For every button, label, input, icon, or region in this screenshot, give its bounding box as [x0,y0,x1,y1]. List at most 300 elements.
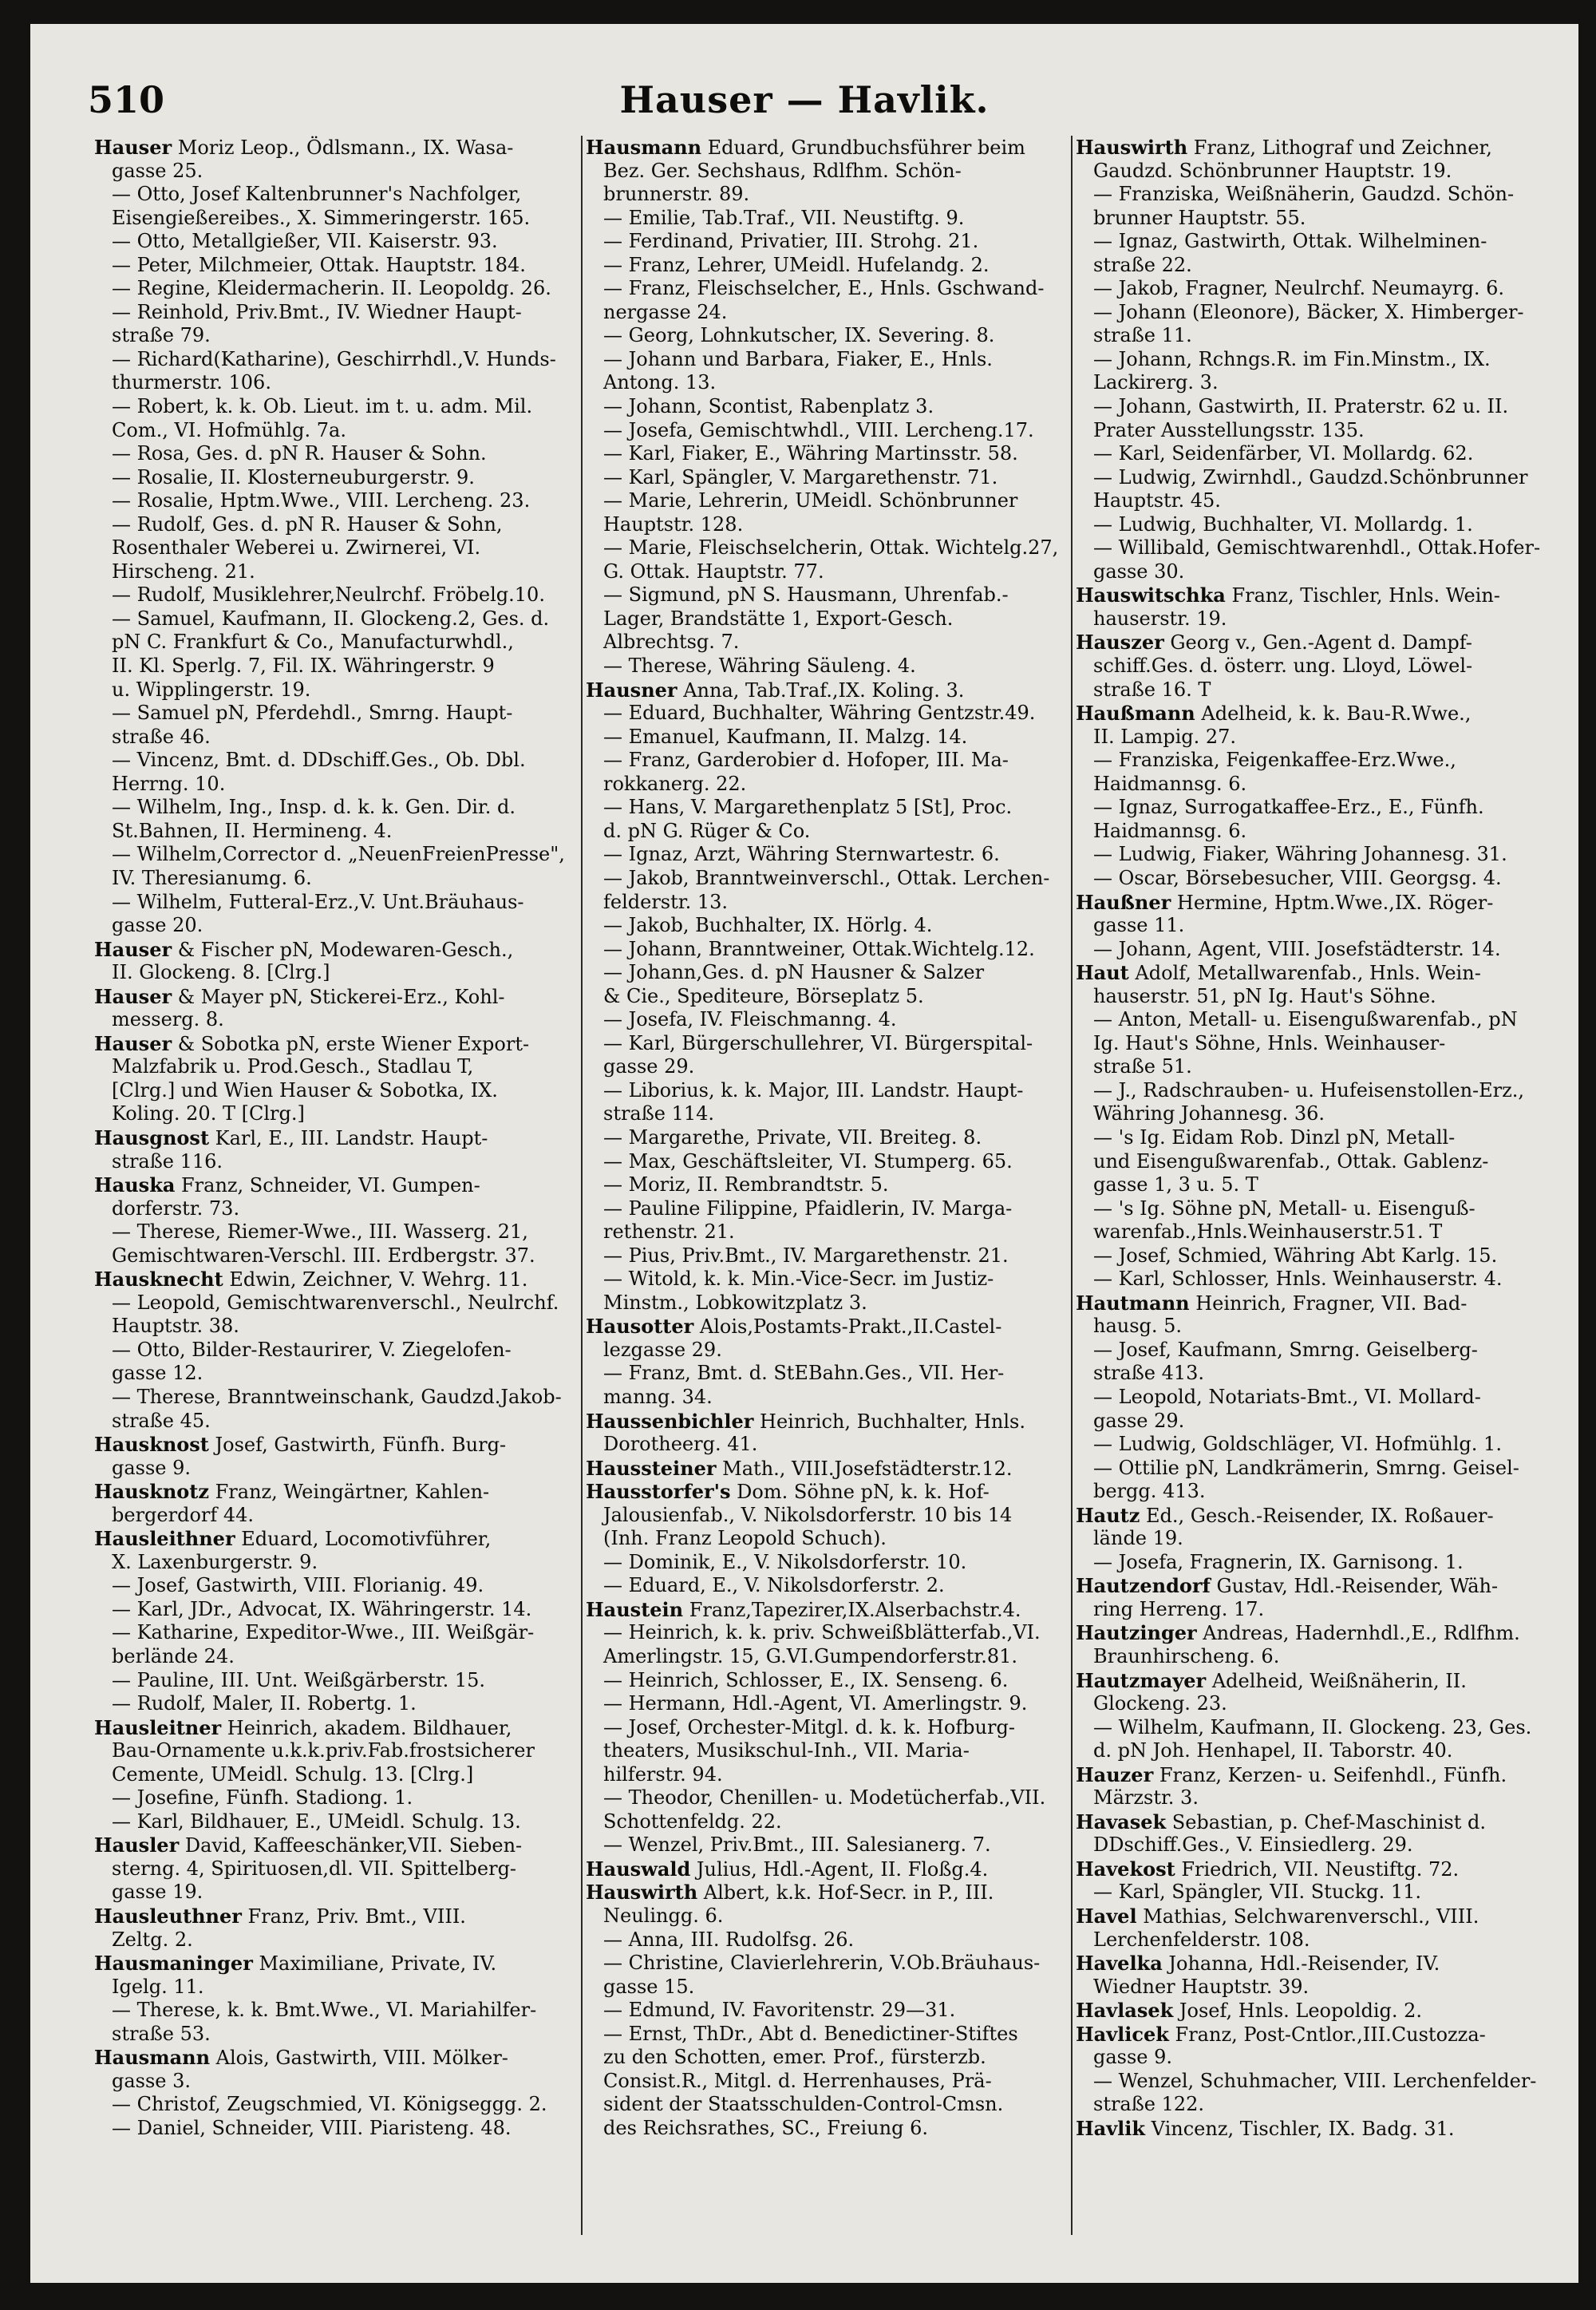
directory-line [94,513,594,537]
directory-line [1076,1716,1564,1740]
directory-line [1076,1268,1564,1291]
directory-line [1076,1102,1564,1126]
directory-line [586,820,1085,844]
entry-surname: Hausgnost [94,1125,210,1149]
entry-text: — Johann, Rchngs.R. im Fin.Minstm., IX. [1093,347,1491,370]
column-2 [586,136,1085,2140]
entry-text: Adelheid, Weißnäherin, II. [1206,1669,1467,1692]
directory-line [586,1315,1085,1339]
entry-surname: Hautzinger [1076,1621,1197,1645]
directory-line [586,867,1085,891]
entry-text: — 's Ig. Söhne pN, Metall- u. Eisenguß- [1093,1197,1476,1220]
directory-line [586,2070,1085,2094]
entry-text: Karl, E., III. Landstr. Haupt- [209,1126,488,1149]
entry-text: — Ludwig, Buchhalter, VI. Mollardg. 1. [1093,512,1473,536]
entry-text: Gemischtwaren-Verschl. III. Erdbergstr. 37. [112,1244,535,1267]
directory-line [94,2023,594,2047]
entry-text: Josef, Hnls. Leopoldig. 2. [1173,1999,1423,2023]
directory-line [1076,301,1564,325]
directory-line [94,536,594,560]
entry-text: gasse 29. [1093,1409,1185,1432]
directory-line [586,560,1085,584]
directory-line [586,1928,1085,1952]
entry-text: — Josefine, Fünfh. Stadiong. 1. [112,1786,413,1810]
directory-line [94,1079,594,1103]
directory-line [1076,536,1564,560]
entry-text: d. pN G. Rüger & Co. [603,819,811,842]
entry-surname: Hausstorfer's [586,1480,731,1504]
entry-text: gasse 29. [603,1055,695,1078]
directory-page [30,24,1578,2283]
directory-line [94,1197,594,1221]
entry-surname: Haut [1076,961,1129,985]
entry-text: straße 51. [1093,1055,1192,1078]
entry-text: Braunhirscheng. 6. [1093,1645,1280,1667]
entry-text: — Emilie, Tab.Traf., VII. Neustiftg. 9. [603,206,965,229]
directory-line [1076,277,1564,301]
entry-text: hilferstr. 94. [603,1762,723,1786]
entry-text: sterng. 4, Spirituosen,dl. VII. Spittelberg- [112,1857,517,1880]
directory-line [94,1881,594,1905]
entry-text: — Rosa, Ges. d. pN R. Hauser & Sohn. [112,442,487,465]
entry-text: straße 413. [1093,1362,1205,1385]
entry-text: — Franz, Bmt. d. StEBahn.Ges., VII. Her- [603,1362,1005,1385]
directory-line [586,324,1085,348]
directory-line [586,1857,1085,1881]
entry-surname: Hausknost [94,1433,209,1457]
directory-line [1076,726,1564,750]
directory-line [586,1574,1085,1598]
entry-text: straße 53. [112,2022,211,2045]
entry-surname: Havelka [1076,1952,1163,1976]
directory-line [94,560,594,584]
directory-line [1076,1079,1564,1103]
directory-line [586,207,1085,231]
entry-text: — Karl, Spängler, V. Margarethenstr. 71. [603,465,998,489]
entry-text: Alois,Postamts-Prakt.,II.Castel- [693,1315,1002,1339]
directory-line [1076,324,1564,348]
entry-text: — Max, Geschäftsleiter, VI. Stumperg. 65. [603,1149,1013,1173]
entry-surname: Hauswirth [1076,136,1188,159]
entry-text: Minstm., Lobkowitzplatz 3. [603,1291,867,1314]
directory-line [1076,1786,1564,1810]
entry-text: Dom. Söhne pN, k. k. Hof- [730,1481,990,1504]
entry-text: — Ignaz, Arzt, Währing Sternwartestr. 6. [603,843,1000,866]
directory-line [1076,1739,1564,1763]
page-header: Hauser — Havlik. [619,78,990,121]
entry-text: thurmerstr. 106. [112,371,271,394]
entry-surname: Hausleuthner [94,1905,242,1928]
directory-line [94,1433,594,1457]
directory-line [1076,1763,1564,1787]
entry-text: — Therese, Branntweinschank, Gaudzd.Jakob- [112,1385,562,1408]
directory-line [94,1976,594,1999]
entry-text: & Cie., Spediteure, Börseplatz 5. [603,984,924,1007]
entry-surname: Hausknecht [94,1268,223,1291]
directory-line [94,1244,594,1268]
directory-line [1076,254,1564,278]
directory-line [94,1339,594,1363]
entry-text: Haidmannsg. 6. [1093,772,1247,795]
directory-line [1076,678,1564,702]
entry-surname: Havekost [1076,1857,1175,1881]
entry-text: Neulingg. 6. [603,1905,724,1928]
directory-line [94,607,594,631]
directory-line [94,938,594,962]
entry-text: — Josef, Schmied, Währing Abt Karlg. 15. [1093,1244,1498,1267]
entry-surname: Haußner [1076,890,1171,914]
entry-text: Jalousienfab., V. Nikolsdorferstr. 10 bis 14 [603,1503,1013,1526]
directory-line [586,371,1085,395]
directory-line [1076,961,1564,985]
directory-line [1076,1527,1564,1551]
directory-line [94,277,594,301]
entry-text: — Rosalie, II. Klosterneuburgerstr. 9. [112,465,475,489]
entry-text: II. Kl. Sperlg. 7, Fil. IX. Währingerstr. 9 [112,655,495,678]
directory-line [1076,1362,1564,1386]
directory-line [1076,2070,1564,2094]
directory-line [1076,583,1564,607]
entry-text: — Ludwig, Fiaker, Währing Johannesg. 31. [1093,843,1507,866]
entry-text: — Theodor, Chenillen- u. Modetücherfab.,VII. [603,1786,1046,1810]
entry-text: Heinrich, Buchhalter, Hnls. [753,1410,1026,1433]
directory-line [94,1645,594,1669]
directory-line [94,1457,594,1481]
directory-line [1076,985,1564,1009]
directory-line [1076,1339,1564,1363]
directory-line [94,1551,594,1575]
directory-line [94,1291,594,1315]
directory-line [586,348,1085,372]
entry-text: — Josefa, IV. Fleischmanng. 4. [603,1008,897,1031]
directory-line [586,183,1085,207]
entry-surname: Hauser [94,984,172,1008]
entry-text: II. Lampig. 27. [1093,725,1237,748]
directory-line [1076,938,1564,962]
directory-line [586,607,1085,631]
directory-line [94,1574,594,1598]
entry-text: II. Glockeng. 8. [Clrg.] [112,961,330,984]
directory-line [1076,160,1564,184]
directory-line [1076,1457,1564,1481]
entry-surname: Hautmann [1076,1291,1190,1315]
directory-line [1076,442,1564,466]
directory-line [586,1881,1085,1905]
directory-line [586,1150,1085,1174]
directory-line [586,489,1085,513]
entry-surname: Hausleitner [94,1715,222,1739]
entry-text: — Franz, Lehrer, UMeidl. Hufelandg. 2. [603,253,990,276]
entry-text: — Edmund, IV. Favoritenstr. 29—31. [603,1999,956,2022]
entry-text: — Pauline Filippine, Pfaidlerin, IV. Marga- [603,1197,1013,1220]
directory-line [586,1220,1085,1244]
entry-text: — Leopold, Notariats-Bmt., VI. Mollard- [1093,1385,1481,1408]
directory-line [586,1079,1085,1103]
directory-line [1076,631,1564,655]
entry-text: — Rudolf, Musiklehrer,Neulrchf. Fröbelg.10. [112,583,545,607]
entry-text: X. Laxenburgerstr. 9. [112,1550,318,1573]
entry-text: — Marie, Fleischselcherin, Ottak. Wichtelg.27, [603,536,1059,560]
entry-text: Adolf, Metallwarenfab., Hnls. Wein- [1128,962,1481,985]
directory-line [1076,1976,1564,1999]
directory-line [94,2117,594,2141]
entry-text: rethenstr. 21. [603,1220,735,1244]
entry-text: Gustav, Hdl.-Reisender, Wäh- [1210,1575,1499,1598]
directory-line [586,678,1085,702]
entry-surname: Hautzmayer [1076,1668,1207,1692]
entry-text: — Otto, Bilder-Restaurirer, V. Ziegelofen- [112,1338,512,1361]
entry-text: brunner Hauptstr. 55. [1093,206,1306,229]
entry-text: Edwin, Zeichner, V. Wehrg. 11. [223,1268,528,1291]
directory-line [94,1055,594,1079]
entry-text: — Karl, Bürgerschullehrer, VI. Bürgerspital- [603,1031,1033,1054]
entry-text: — Heinrich, Schlosser, E., IX. Senseng. 6. [603,1668,1009,1691]
entry-text: gasse 1, 3 u. 5. T [1093,1173,1258,1197]
directory-line [586,914,1085,938]
entry-text: — Wilhelm, Futteral-Erz.,V. Unt.Bräuhaus- [112,890,524,913]
entry-text: & Sobotka pN, erste Wiener Export- [172,1032,530,1055]
directory-line [94,183,594,207]
entry-text: Adelheid, k. k. Bau-R.Wwe., [1195,702,1472,726]
entry-text: Hauptstr. 38. [112,1315,239,1338]
entry-text: bergg. 413. [1093,1480,1206,1503]
entry-surname: Hausner [586,678,678,702]
entry-text: — Anton, Metall- u. Eisengußwarenfab., pN [1093,1008,1518,1031]
directory-line [586,1810,1085,1834]
directory-line [1076,1857,1564,1881]
entry-text: warenfab.,Hnls.Weinhauserstr.51. T [1093,1220,1443,1244]
directory-line [94,1833,594,1857]
entry-text: — Daniel, Schneider, VIII. Piaristeng. 48. [112,2116,512,2139]
entry-surname: Hautz [1076,1503,1140,1527]
directory-line [586,1457,1085,1481]
directory-line [94,961,594,985]
directory-line [586,1763,1085,1787]
entry-text: Andreas, Hadernhdl.,E., Rdlfhm. [1196,1622,1520,1645]
directory-line [1076,1126,1564,1150]
entry-text: Bez. Ger. Sechshaus, Rdlfhm. Schön- [603,159,962,182]
entry-text: Hauptstr. 45. [1093,489,1221,512]
entry-text: lände 19. [1093,1527,1183,1550]
directory-line [586,1197,1085,1221]
entry-text: gasse 19. [112,1881,203,1904]
entry-text: sident der Staatsschulden-Control-Cmsn. [603,2093,1004,2116]
directory-line [94,985,594,1009]
directory-line [1076,1999,1564,2023]
directory-line [94,1410,594,1434]
directory-line [586,1480,1085,1504]
directory-line [94,1810,594,1834]
column-1 [94,136,594,2140]
directory-line [94,726,594,750]
directory-line [586,843,1085,867]
entry-text: St.Bahnen, II. Hermineng. 4. [112,819,393,842]
entry-text: — Wilhelm, Ing., Insp. d. k. k. Gen. Dir. d. [112,796,516,819]
directory-line [94,678,594,702]
directory-line [586,1645,1085,1669]
entry-text: — Samuel pN, Pferdehdl., Smrng. Haupt- [112,702,513,725]
entry-text: Malzfabrik u. Prod.Gesch., Stadlau T, [112,1055,474,1078]
entry-text: Maximiliane, Private, IV. [252,1952,497,1976]
directory-line [586,1621,1085,1645]
directory-line [586,513,1085,537]
directory-line [94,891,594,915]
entry-text: — Jakob, Fragner, Neulrchf. Neumayrg. 6. [1093,277,1504,300]
entry-text: Koling. 20. T [Clrg.] [112,1102,305,1125]
entry-text: Herrng. 10. [112,772,226,795]
entry-surname: Hauswitschka [1076,583,1226,607]
entry-text: Bau-Ornamente u.k.k.priv.Fab.frostsicherer [112,1739,535,1762]
entry-text: — Ludwig, Zwirnhdl., Gaudzd.Schönbrunner [1093,465,1528,489]
entry-text: messerg. 8. [112,1008,224,1031]
entry-text: Julius, Hdl.-Agent, II. Floßg.4. [690,1857,989,1881]
directory-line [1076,513,1564,537]
entry-surname: Havasek [1076,1810,1167,1833]
directory-line [94,1857,594,1881]
directory-line [94,466,594,490]
entry-text: u. Wipplingerstr. 19. [112,678,311,701]
entry-text: Gaudzd. Schönbrunner Hauptstr. 19. [1093,159,1452,182]
entry-text: berlände 24. [112,1645,235,1667]
directory-line [1076,867,1564,891]
directory-line [94,1362,594,1386]
entry-text: bergerdorf 44. [112,1503,255,1526]
entry-text: Eisengießereibes., X. Simmeringerstr. 165. [112,206,531,229]
entry-text: DDschiff.Ges., V. Einsiedlerg. 29. [1093,1833,1413,1857]
directory-line [1076,1244,1564,1268]
directory-line [1076,1291,1564,1315]
entry-text: — Johann, Branntweiner, Ottak.Wichtelg.12. [603,937,1035,960]
entry-text: [Clrg.] und Wien Hauser & Sobotka, IX. [112,1078,498,1102]
entry-text: — Jakob, Branntweinverschl., Ottak. Lerchen- [603,866,1050,889]
entry-text: — Ernst, ThDr., Abt d. Benedictiner-Stiftes [603,2022,1018,2045]
directory-line [94,843,594,867]
directory-line [586,466,1085,490]
entry-text: hausg. 5. [1093,1315,1183,1338]
entry-text: straße 16. T [1093,678,1211,701]
directory-line [1076,1928,1564,1952]
directory-line [586,419,1085,443]
entry-text: Vincenz, Tischler, IX. Badg. 31. [1145,2117,1455,2140]
entry-text: Franz, Post-Cntlor.,III.Custozza- [1168,2023,1486,2046]
directory-line [94,207,594,231]
directory-line [1076,136,1564,160]
entry-surname: Hauszer [1076,631,1164,655]
entry-text: — Hans, V. Margarethenplatz 5 [St], Proc. [603,796,1013,819]
entry-text: theaters, Musikschul-Inh., VII. Maria- [603,1739,970,1762]
entry-surname: Havlik [1076,2116,1146,2140]
directory-line [94,419,594,443]
directory-line [586,1291,1085,1315]
directory-line [1076,1551,1564,1575]
entry-text: G. Ottak. Hauptstr. 77. [603,560,824,583]
entry-text: Mathias, Selchwarenverschl., VIII. [1136,1905,1479,1928]
directory-line [94,348,594,372]
entry-text: — Johann, Gastwirth, II. Praterstr. 62 u. II. [1093,395,1509,418]
directory-line [586,773,1085,797]
entry-text: nergasse 24. [603,300,728,323]
directory-line [94,773,594,797]
directory-line [1076,1220,1564,1244]
directory-line [586,1551,1085,1575]
directory-line [586,1410,1085,1434]
directory-line [1076,1410,1564,1434]
directory-line [94,1504,594,1528]
directory-line [1076,1645,1564,1669]
entry-text: straße 79. [112,324,211,347]
entry-text: Dorotheerg. 41. [603,1433,758,1456]
entry-text: rokkanerg. 22. [603,772,747,795]
entry-text: Lackirerg. 3. [1093,371,1219,394]
entry-text: — Oscar, Börsebesucher, VIII. Georgsg. 4. [1093,866,1502,889]
directory-line [586,277,1085,301]
entry-text: zu den Schotten, emer. Prof., fürsterzb. [603,2046,986,2069]
entry-text: Ed., Gesch.-Reisender, IX. Roßauer- [1140,1504,1494,1527]
entry-surname: Hausknotz [94,1480,209,1504]
entry-text: Math., VIII.Josefstädterstr.12. [716,1457,1013,1480]
entry-text: Franz, Weingärtner, Kahlen- [209,1481,490,1504]
directory-line [94,1739,594,1763]
entry-text: Albert, k.k. Hof-Secr. in P., III. [697,1881,994,1905]
directory-line [1076,607,1564,631]
directory-line [1076,2093,1564,2117]
entry-text: — Peter, Milchmeier, Ottak. Hauptstr. 184. [112,253,526,276]
entry-text: — 's Ig. Eidam Rob. Dinzl pN, Metall- [1093,1125,1456,1149]
entry-text: Hermine, Hptm.Wwe.,IX. Röger- [1171,891,1494,914]
entry-text: — Josefa, Gemischtwhdl., VIII. Lercheng.17. [603,418,1034,441]
directory-line [586,1268,1085,1291]
entry-surname: Hauska [94,1173,176,1197]
entry-text: — Josef, Orchester-Mitgl. d. k. k. Hofburg- [603,1715,1015,1738]
directory-line [94,395,594,419]
directory-line [586,1386,1085,1410]
entry-text: ring Herreng. 17. [1093,1597,1265,1620]
directory-line [94,1480,594,1504]
directory-line [586,726,1085,750]
column-3 [1076,136,1564,2140]
entry-surname: Havlicek [1076,2022,1169,2046]
entry-surname: Hausmann [94,2046,211,2070]
directory-line [94,1928,594,1952]
entry-text: — Ignaz, Surrogatkaffee-Erz., E., Fünfh. [1093,796,1484,819]
entry-text: schiff.Ges. d. österr. ung. Lloyd, Löwel- [1093,655,1473,678]
directory-line [1076,655,1564,678]
entry-text: — Johann, Scontist, Rabenplatz 3. [603,395,934,418]
entry-text: — Sigmund, pN S. Hausmann, Uhrenfab.- [603,583,1009,607]
directory-line [1076,2023,1564,2047]
directory-line [1076,207,1564,231]
entry-text: pN C. Frankfurt & Co., Manufacturwhdl., [112,631,514,654]
entry-text: straße 45. [112,1409,211,1432]
directory-line [94,1763,594,1787]
entry-text: straße 122. [1093,2093,1205,2116]
directory-line [1076,1574,1564,1598]
entry-surname: Hautzendorf [1076,1574,1211,1598]
page-number: 510 [88,78,165,121]
entry-text: gasse 30. [1093,560,1185,583]
entry-text: — Wilhelm,Corrector d. „NeuenFreienPresse", [112,843,565,866]
entry-text: — Heinrich, k. k. priv. Schweißblätterfab.,VI. [603,1621,1041,1644]
entry-text: Währing Johannesg. 36. [1093,1102,1325,1125]
directory-line [94,1598,594,1622]
directory-line [94,1008,594,1032]
directory-line [94,655,594,678]
entry-text: Lerchenfelderstr. 108. [1093,1928,1310,1951]
directory-line [1076,1055,1564,1079]
entry-text: — Rudolf, Maler, II. Robertg. 1. [112,1692,417,1715]
entry-text: — Otto, Metallgießer, VII. Kaiserstr. 93. [112,230,498,253]
directory-line [94,1621,594,1645]
